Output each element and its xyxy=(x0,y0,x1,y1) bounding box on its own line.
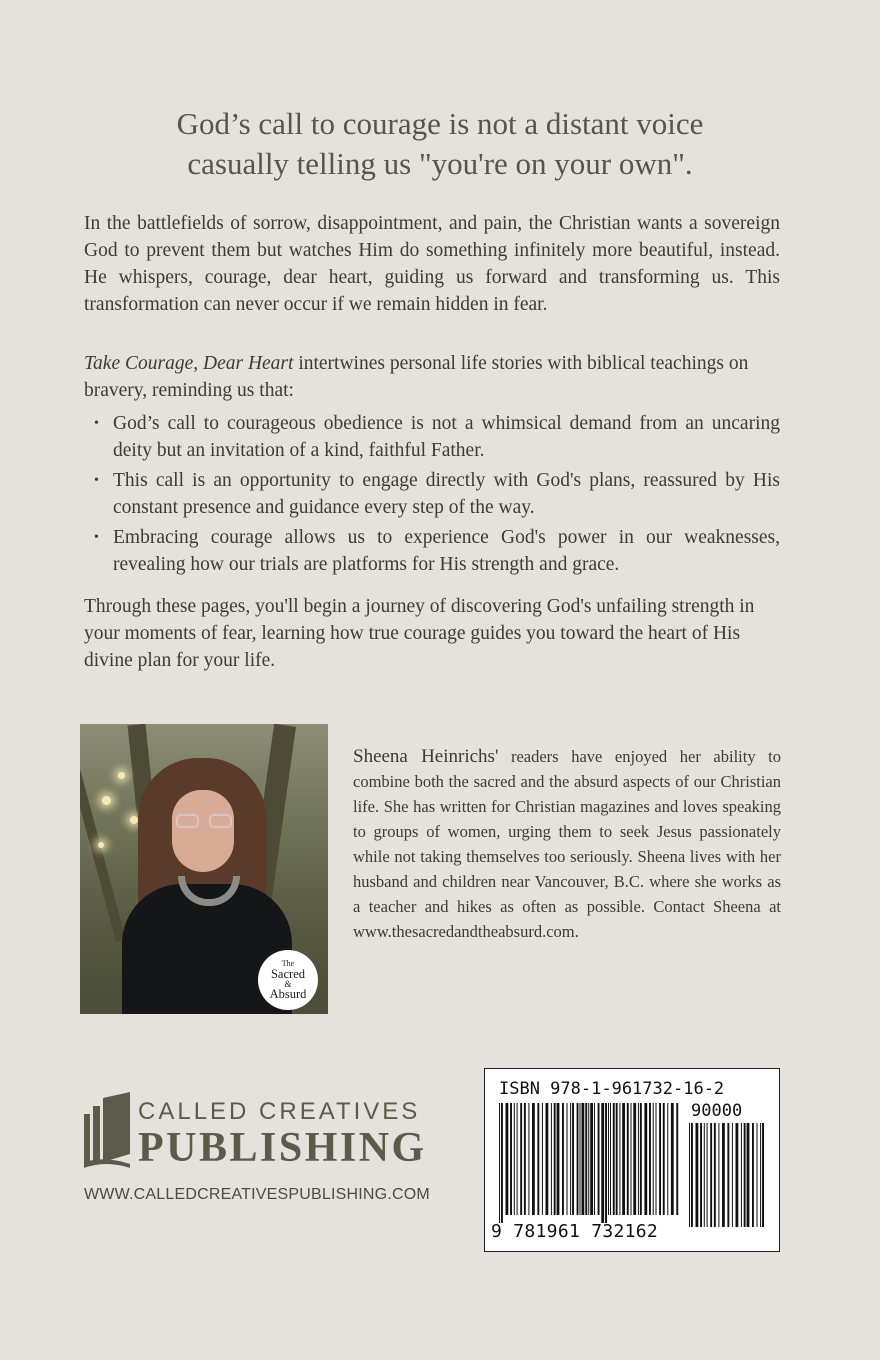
barcode-bar xyxy=(667,1103,668,1215)
barcode-bar xyxy=(594,1103,595,1215)
logo-prefix: The xyxy=(281,959,295,968)
barcode-bar xyxy=(627,1103,629,1215)
barcode-bar xyxy=(554,1103,556,1215)
barcode-bar xyxy=(656,1103,657,1215)
publisher-name-line-1: CALLED CREATIVES xyxy=(138,1098,421,1125)
barcode-bar xyxy=(499,1103,500,1223)
publisher-logo xyxy=(84,1092,444,1172)
publisher-url: WWW.CALLEDCREATIVESPUBLISHING.COM xyxy=(84,1186,430,1203)
barcode-bar xyxy=(757,1123,758,1227)
barcode-bar xyxy=(760,1123,761,1227)
book-icon xyxy=(84,1092,134,1168)
barcode-bar xyxy=(762,1123,764,1227)
barcode-bar xyxy=(631,1103,632,1215)
barcode-bar xyxy=(691,1123,693,1227)
barcode-bar xyxy=(671,1103,674,1215)
isbn-number: ISBN 978-1-961732-16-2 xyxy=(499,1079,725,1099)
book-summary-text: intertwines personal life stories with biblical teachings on bravery, reminding us that: xyxy=(84,353,749,401)
barcode-bar xyxy=(622,1103,625,1215)
closing-paragraph: Through these pages, you'll begin a journey of discovering God's unfailing strength in your moments of fear, learning how true courage guides you toward the heart of His divine plan for your life. xyxy=(84,596,755,671)
barcode-bar xyxy=(644,1103,647,1215)
barcode-bar xyxy=(722,1123,725,1227)
barcode-bar xyxy=(514,1103,515,1215)
barcode-bar xyxy=(714,1123,716,1227)
isbn-barcode xyxy=(484,1068,780,1252)
barcode-bar xyxy=(528,1103,529,1215)
barcode-bar xyxy=(570,1103,571,1215)
author-name: Sheena Heinrichs' xyxy=(353,746,499,767)
barcode-bar xyxy=(605,1103,607,1223)
barcode-bar xyxy=(689,1123,690,1227)
barcode-bar xyxy=(707,1123,708,1227)
bullet-item: • Embracing courage allows us to experience God's power in our weaknesses, revealing how our trials are platforms for His strength and grace. xyxy=(84,524,780,578)
barcode-bar xyxy=(640,1103,642,1215)
barcode-bar xyxy=(520,1103,522,1215)
barcode-bar xyxy=(532,1103,535,1215)
barcode-bar xyxy=(633,1103,636,1215)
barcode-bar xyxy=(524,1103,526,1215)
barcode-bar xyxy=(741,1123,742,1227)
barcode-bar xyxy=(744,1123,746,1227)
author-face xyxy=(172,790,234,872)
barcode-bar xyxy=(577,1103,579,1215)
bullet-list xyxy=(84,410,780,581)
author-bio xyxy=(353,744,781,944)
sacred-absurd-logo xyxy=(258,950,318,1010)
barcode-bar xyxy=(610,1103,611,1215)
barcode-bar xyxy=(590,1103,593,1215)
barcode-bar xyxy=(732,1123,733,1227)
intro-paragraph: In the battlefields of sorrow, disappointment, and pain, the Christian wants a sovereign God to prevent them but watches Him do something infinitely more beautiful, instead. He whispers, courage, dear heart, guiding us forward and transforming us. This transformation can never occur if we remain hidden in fear. xyxy=(84,213,780,315)
headline-line-2: casually telling us "you're on your own". xyxy=(187,146,693,181)
barcode-bar xyxy=(567,1103,568,1215)
logo-ampersand: & xyxy=(284,979,292,989)
barcode-bar xyxy=(653,1103,654,1215)
barcode-bar xyxy=(619,1103,620,1215)
barcode-bar xyxy=(676,1103,678,1215)
barcode-bar xyxy=(616,1103,618,1215)
barcode-bar xyxy=(506,1103,509,1215)
barcode-bar xyxy=(510,1103,512,1215)
barcode-bar xyxy=(580,1103,581,1215)
barcode-bar xyxy=(649,1103,651,1215)
barcode-bars-addon xyxy=(689,1123,767,1235)
barcode-bar xyxy=(710,1123,712,1227)
author-bio-text: readers have enjoyed her ability to combine both the sacred and the absurd aspects of our Christian life. She has written for Christian magazines and loves speaking to groups of women, urging them to seek Jesus passionately while not taking themselves too seriously. Sheena lives with her husband and children near Vancouver, B.C. where she works as a teacher and hikes as often as possible. Contact Sheena at www.thesacredandtheabsurd.com. xyxy=(353,747,781,941)
barcode-bar xyxy=(537,1103,539,1215)
barcode-bar xyxy=(557,1103,560,1215)
ean-digits: 9 781961 732162 xyxy=(491,1221,659,1242)
logo-word-sacred: Sacred xyxy=(270,967,305,981)
barcode-bar xyxy=(613,1103,615,1215)
barcode-bar xyxy=(696,1123,699,1227)
barcode-bar xyxy=(747,1123,750,1227)
barcode-bar xyxy=(704,1123,705,1227)
barcode-bar xyxy=(608,1103,609,1215)
barcode-bar xyxy=(551,1103,552,1215)
glasses-icon xyxy=(176,814,232,828)
barcode-bar xyxy=(752,1123,754,1227)
barcode-bar xyxy=(588,1103,589,1215)
barcode-bar xyxy=(598,1103,600,1215)
price-addon: 90000 xyxy=(691,1101,743,1121)
barcode-bar xyxy=(546,1103,549,1215)
book-summary-paragraph xyxy=(84,350,780,404)
logo-word-absurd: Absurd xyxy=(269,987,307,1001)
barcode-bars-main xyxy=(499,1103,679,1223)
author-photo xyxy=(80,724,328,1014)
barcode-bar xyxy=(659,1103,661,1215)
barcode-bar xyxy=(501,1103,503,1223)
barcode-bar xyxy=(517,1103,518,1215)
headline xyxy=(60,104,820,184)
barcode-bar xyxy=(585,1103,587,1215)
barcode-bar xyxy=(582,1103,585,1215)
barcode-bar xyxy=(736,1123,739,1227)
barcode-bar xyxy=(663,1103,665,1215)
bullet-item: • God’s call to courageous obedience is not a whimsical demand from an uncaring deity but an invitation of a kind, faithful Father. xyxy=(84,410,780,464)
barcode-bar xyxy=(542,1103,543,1215)
barcode-bar xyxy=(718,1123,719,1227)
barcode-bar xyxy=(601,1103,604,1223)
barcode-bar xyxy=(638,1103,639,1215)
barcode-bar xyxy=(562,1103,564,1215)
headline-line-1: God’s call to courage is not a distant voice xyxy=(176,106,704,141)
barcode-bar xyxy=(700,1123,702,1227)
barcode-bar xyxy=(572,1103,574,1215)
book-title: Take Courage, Dear Heart xyxy=(84,353,294,374)
barcode-bar xyxy=(727,1123,729,1227)
publisher-name-line-2: PUBLISHING xyxy=(138,1125,427,1171)
bullet-item: • This call is an opportunity to engage directly with God's plans, reassured by His constant presence and guidance every step of the way. xyxy=(84,467,780,521)
